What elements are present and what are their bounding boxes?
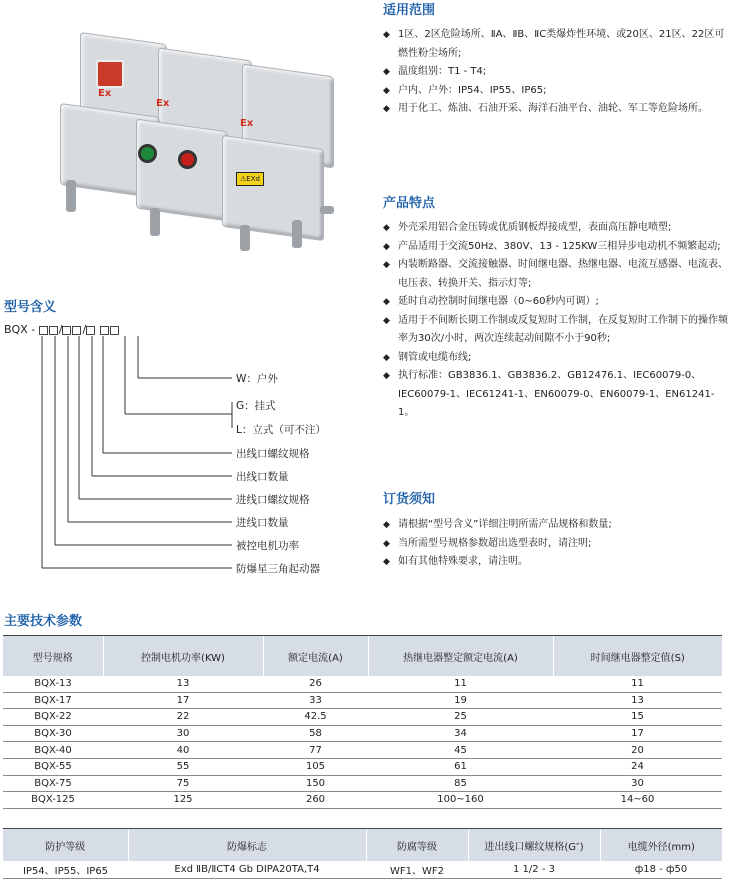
column-header: 型号规格 — [3, 636, 103, 676]
table-cell: 30 — [103, 725, 263, 742]
table-cell: BQX-75 — [3, 775, 103, 792]
ex-mark: Ex — [240, 118, 254, 129]
features-title: 产品特点 — [383, 196, 436, 211]
table-cell: 22 — [103, 709, 263, 726]
table-cell: 61 — [368, 758, 553, 775]
params2-table — [3, 829, 722, 879]
table-cell: 34 — [368, 725, 553, 742]
diamond-bullet-icon: ◆ — [383, 30, 390, 40]
cable-gland — [320, 206, 334, 214]
table-cell: 58 — [263, 725, 368, 742]
table-cell: BQX-13 — [3, 676, 103, 692]
diamond-bullet-icon: ◆ — [383, 260, 390, 270]
column-header: 防护等级 — [3, 829, 128, 861]
table-cell: 85 — [368, 775, 553, 792]
table-row — [3, 692, 722, 709]
model-label: G：挂式 — [236, 400, 276, 412]
list-item: ◆ 延时自动控制时间继电器（0~60秒内可调）; — [383, 293, 728, 312]
table-cell: 13 — [553, 692, 722, 709]
model-label: L：立式（可不注） — [236, 424, 326, 436]
diamond-bullet-icon: ◆ — [383, 315, 390, 326]
table-cell: BQX-125 — [3, 792, 103, 809]
model-label: 防爆星三角起动器 — [236, 563, 320, 575]
table-cell: 260 — [263, 792, 368, 809]
table-cell: 25 — [368, 709, 553, 726]
table-cell: BQX-40 — [3, 742, 103, 759]
list-item: ◆ 如有其他特殊要求，请注明。 — [383, 553, 728, 572]
table-cell: 150 — [263, 775, 368, 792]
list-item: ◆ 请根据“型号含义”详细注明所需产品规格和数量; — [383, 516, 728, 535]
params-table — [3, 636, 722, 809]
ex-mark: Ex — [156, 98, 170, 109]
model-label: 进线口螺纹规格 — [236, 494, 310, 506]
list-item: ◆ 1区、2区危险场所、ⅡA、ⅡB、ⅡC类爆炸性环境、或20区、21区、22区可燃性粉尘场所; — [383, 26, 728, 63]
table-row — [3, 709, 722, 726]
table-row — [3, 775, 722, 792]
warning-label: ⚠EXd — [236, 172, 264, 186]
table-cell: WF1、WF2 — [366, 861, 468, 879]
model-title: 型号含义 — [4, 300, 57, 315]
ordering-list — [383, 516, 728, 572]
table-cell: 75 — [103, 775, 263, 792]
table-cell: 20 — [553, 742, 722, 759]
table-cell: BQX-30 — [3, 725, 103, 742]
table-cell: 26 — [263, 676, 368, 692]
params-title: 主要技术参数 — [4, 614, 83, 629]
list-item: ◆ 产品适用于交流50Hz、380V、13 - 125KW三相异步电动机不频繁起动; — [383, 238, 728, 257]
diamond-bullet-icon: ◆ — [383, 223, 390, 233]
table-header-row — [3, 829, 722, 861]
list-item: ◆ 当所需型号规格参数超出选型表时，请注明; — [383, 535, 728, 554]
table-cell: 19 — [368, 692, 553, 709]
column-header: 时间继电器整定值(S) — [553, 636, 722, 676]
table-cell: 42.5 — [263, 709, 368, 726]
column-header: 电缆外径(mm) — [600, 829, 722, 861]
model-label: 被控电机功率 — [236, 540, 299, 552]
model-label: 出线口螺纹规格 — [236, 448, 310, 460]
diamond-bullet-icon: ◆ — [383, 371, 390, 381]
list-item: ◆ 温度组别：T1 - T4; — [383, 63, 728, 82]
cable-gland — [240, 225, 250, 251]
table-row — [3, 725, 722, 742]
model-label: 出线口数量 — [236, 471, 289, 483]
table-cell: 14~60 — [553, 792, 722, 809]
table-row — [3, 861, 722, 879]
table-cell: ф18 - ф50 — [600, 861, 722, 879]
table-cell: 40 — [103, 742, 263, 759]
list-item: ◆ 户内、户外：IP54、IP55、IP65; — [383, 82, 728, 101]
table-cell: BQX-55 — [3, 758, 103, 775]
table-cell: 100~160 — [368, 792, 553, 809]
diamond-bullet-icon: ◆ — [383, 241, 390, 252]
table-header-row — [3, 636, 722, 676]
diamond-bullet-icon: ◆ — [383, 104, 390, 114]
table-row — [3, 758, 722, 775]
column-header: 防腐等级 — [366, 829, 468, 861]
diamond-bullet-icon: ◆ — [383, 297, 390, 307]
table-cell: BQX-22 — [3, 709, 103, 726]
table-row — [3, 742, 722, 759]
table-cell: 11 — [368, 676, 553, 692]
table-cell: Exd ⅡB/ⅡCT4 Gb DIPA20TA,T4 — [128, 861, 366, 879]
model-leader-lines — [0, 0, 240, 590]
diamond-bullet-icon: ◆ — [383, 352, 390, 363]
table-cell: 45 — [368, 742, 553, 759]
diamond-bullet-icon: ◆ — [383, 557, 390, 567]
table-cell: 33 — [263, 692, 368, 709]
model-code: BQX - / / — [4, 323, 120, 336]
table-row — [3, 676, 722, 692]
model-label: 进线口数量 — [236, 517, 289, 529]
diamond-bullet-icon: ◆ — [383, 67, 390, 77]
scope-list — [383, 26, 728, 119]
diamond-bullet-icon: ◆ — [383, 85, 390, 96]
diamond-bullet-icon: ◆ — [383, 538, 390, 549]
table-cell: 55 — [103, 758, 263, 775]
features-list — [383, 219, 728, 423]
table-cell: 24 — [553, 758, 722, 775]
table-cell: IP54、IP55、IP65 — [3, 861, 128, 879]
table-cell: 17 — [553, 725, 722, 742]
column-header: 热继电器整定额定电流(A) — [368, 636, 553, 676]
list-item: ◆ 用于化工、炼油、石油开采、海洋石油平台、油轮、军工等危险场所。 — [383, 100, 728, 119]
list-item: ◆ 外壳采用铝合金压铸或优质钢板焊接成型，表面高压静电喷塑; — [383, 219, 728, 238]
list-item: ◆ 内装断路器、交流接触器、时间继电器、热继电器、电流互感器、电流表、电压表、转换开关、指示灯等; — [383, 256, 728, 293]
column-header: 防爆标志 — [128, 829, 366, 861]
table-cell: 1 1/2 - 3 — [468, 861, 600, 879]
ordering-title: 订货须知 — [383, 492, 436, 507]
table-cell: 125 — [103, 792, 263, 809]
column-header: 控制电机功率(KW) — [103, 636, 263, 676]
list-item: ◆ 钢管或电缆布线; — [383, 349, 728, 368]
table-cell: 77 — [263, 742, 368, 759]
diamond-bullet-icon: ◆ — [383, 520, 390, 530]
table-cell: 11 — [553, 676, 722, 692]
model-label: W：户外 — [236, 373, 278, 385]
table-cell: 105 — [263, 758, 368, 775]
cable-gland — [292, 220, 302, 248]
table-cell: 17 — [103, 692, 263, 709]
table-cell: 30 — [553, 775, 722, 792]
column-header: 进出线口螺纹规格(G″) — [468, 829, 600, 861]
model-prefix: BQX - — [4, 323, 36, 336]
table-row — [3, 792, 722, 809]
scope-title: 适用范围 — [383, 3, 436, 18]
table-cell: BQX-17 — [3, 692, 103, 709]
table-cell: 13 — [103, 676, 263, 692]
list-item: ◆ 执行标准：GB3836.1、GB3836.2、GB12476.1、IEC60079-0、IEC60079-1、IEC61241-1、EN60079-0、EN60079-1、EN61241-1。 — [383, 367, 728, 423]
column-header: 额定电流(A) — [263, 636, 368, 676]
list-item: ◆ 适用于不间断长期工作制或反复短时工作制，在反复短时工作制下的操作频率为30次/小时，两次连续起动间隙不小于90秒; — [383, 312, 728, 349]
ex-mark: Ex — [98, 88, 112, 99]
table-cell: 15 — [553, 709, 722, 726]
